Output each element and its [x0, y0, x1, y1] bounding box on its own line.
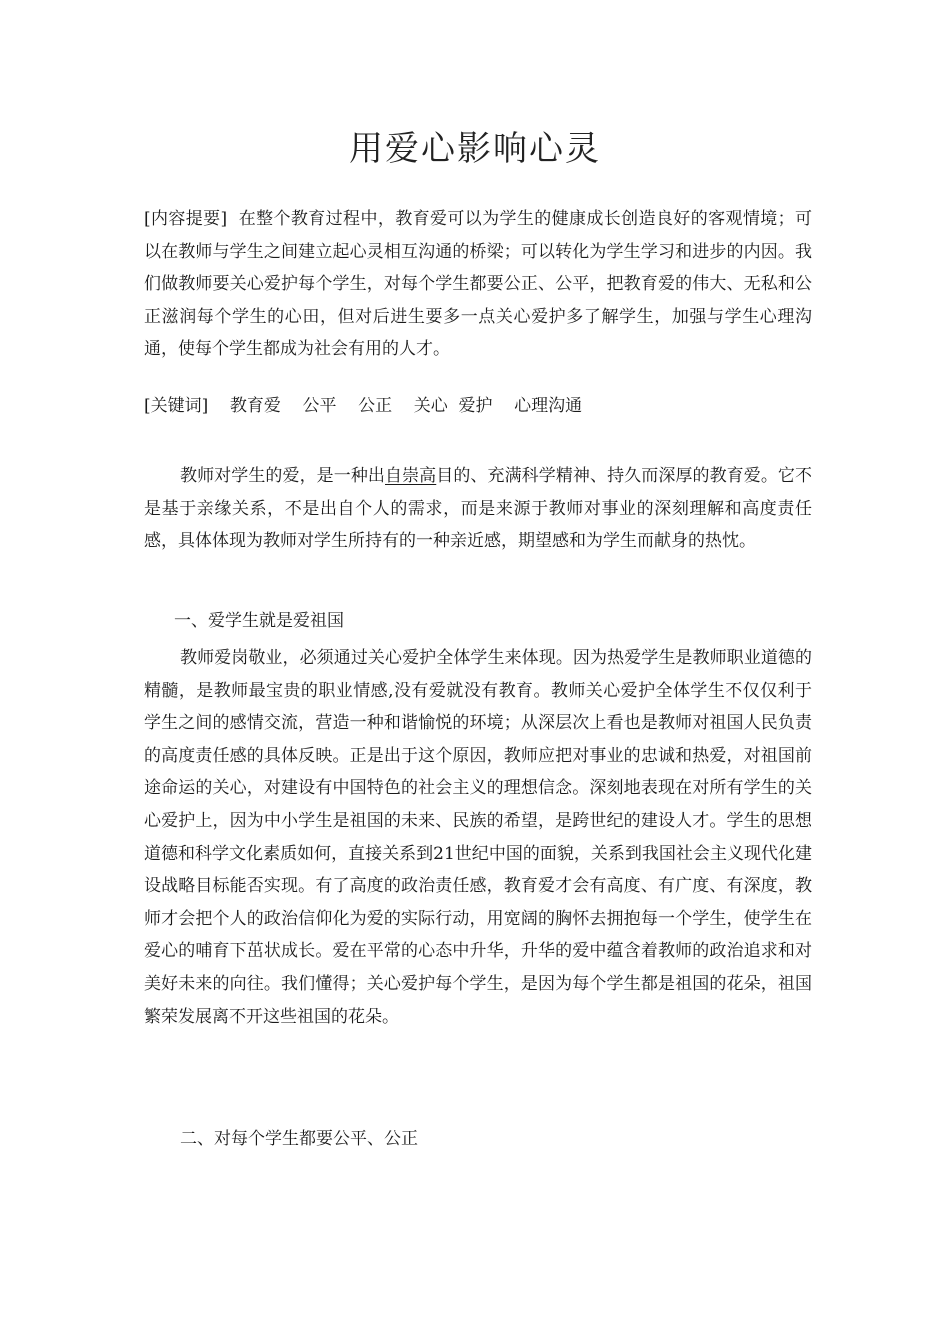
section-heading-1: 一、爱学生就是爱祖国 [174, 611, 344, 631]
abstract-text: 在整个教育过程中，教育爱可以为学生的健康成长创造良好的客观情境；可以在教师与学生之间建立起心灵相互沟通的桥梁；可以转化为学生学习和进步的内因。我们做教师要关心爱护每个学生，对每个学生都要公正、公平，把教育爱的伟大、无私和公正滋润每个学生的心田，但对后进生要多一点关心爱护多了解学生，加强与学生心理沟通，使每个学生都成为社会有用的人才。 [144, 209, 813, 360]
body-paragraph-1 [144, 460, 812, 558]
keywords-line [144, 390, 812, 423]
abstract-label: [内容提要] [144, 209, 228, 229]
body-paragraph-2: 教师爱岗敬业，必须通过关心爱护全体学生来体现。因为热爱学生是教师职业道德的精髓，是教师最宝贵的职业情感,没有爱就没有教育。教师关心爱护全体学生不仅仅利于学生之间的感情交流，营造一种和谐愉悦的环境；从深层次上看也是教师对祖国人民负责的高度责任感的具体反映。正是出于这个原因，教师应把对事业的忠诚和热爱，对祖国前途命运的关心，对建设有中国特色的社会主义的理想信念。深刻地表现在对所有学生的关心爱护上，因为中小学生是祖国的未来、民族的希望，是跨世纪的建设人才。学生的思想道德和科学文化素质如何，直接关系到21世纪中国的面貌，关系到我国社会主义现代化建设战略目标能否实现。有了高度的政治责任感，教育爱才会有高度、有广度、有深度，教师才会把个人的政治信仰化为爱的实际行动，用宽阔的胸怀去拥抱每一个学生，使学生在爱心的哺育下茁状成长。爱在平常的心态中升华，升华的爱中蕴含着教师的政治追求和对美好未来的向往。我们懂得；关心爱护每个学生，是因为每个学生都是祖国的花朵，祖国繁荣发展离不开这些祖国的花朵。 [144, 648, 812, 1027]
paragraph-1-before: 教师对学生的爱，是一种出 [180, 466, 385, 486]
abstract-paragraph [144, 203, 812, 366]
paragraph-1-after: 目的、充满科学精神、持久而深厚的教育爱。它不是基于亲缘关系，不是出自个人的需求，而是来源于教师对事业的深刻理解和高度责任感，具体体现为教师对学生所持有的一种亲近感，期望感和为学生而献身的热忱。 [144, 466, 812, 552]
keywords-label: [关键词] [144, 396, 209, 416]
keywords-text: 教育爱 公平 公正 关心 爱护 心理沟通 [229, 396, 583, 416]
document-title: 用爱心影响心灵 [349, 129, 601, 169]
section-heading-2: 二、对每个学生都要公平、公正 [180, 1129, 418, 1149]
paragraph-1-underlined: 自崇高 [385, 466, 437, 486]
